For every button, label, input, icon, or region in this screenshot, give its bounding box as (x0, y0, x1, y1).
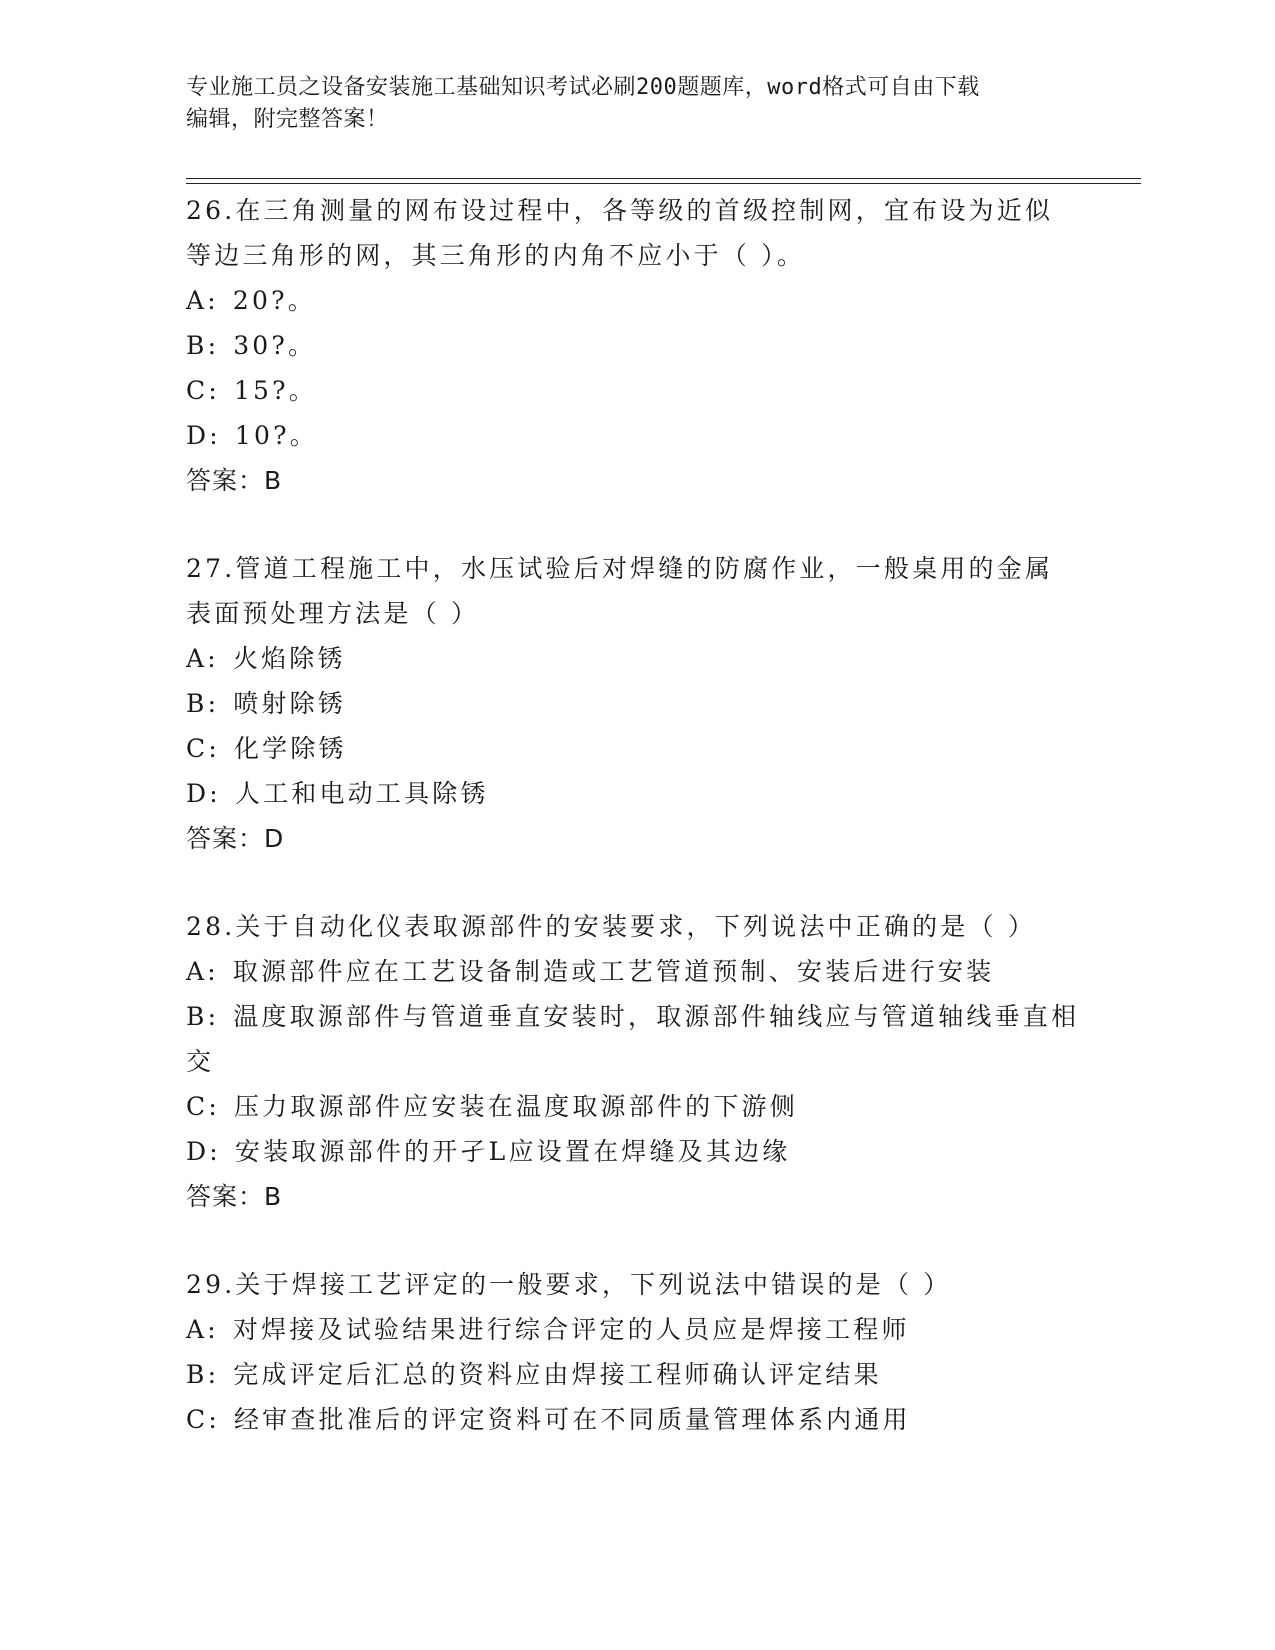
option-key: B: (186, 1002, 220, 1031)
option-b (186, 1352, 1106, 1397)
option-key: B: (186, 1360, 220, 1389)
question-27 (186, 546, 1106, 861)
answer-line: 答案：D (186, 824, 285, 853)
option-value: 30?。 (233, 331, 317, 360)
option-key: C: (186, 376, 220, 405)
option-c (186, 1397, 1106, 1442)
question-text-line-2: 等边三角形的网，其三角形的内角不应小于（ ）。 (186, 241, 806, 270)
option-key: B: (186, 689, 220, 718)
question-26 (186, 188, 1106, 503)
option-c (186, 1084, 1106, 1129)
answer-line: 答案：B (186, 1182, 283, 1211)
option-key: D: (186, 1137, 221, 1166)
option-c (186, 726, 1106, 771)
option-key: B: (186, 331, 220, 360)
option-a (186, 636, 1106, 681)
option-value: 压力取源部件应安装在温度取源部件的下游侧 (233, 1092, 798, 1121)
option-d (186, 1129, 1106, 1174)
document-header (186, 72, 1086, 136)
question-text-line-2: 表面预处理方法是（ ） (186, 599, 480, 628)
option-value: 10?。 (234, 421, 318, 450)
option-b (186, 323, 1106, 368)
option-key: A: (186, 644, 219, 673)
question-text-line-1: 29.关于焊接工艺评定的一般要求，下列说法中错误的是（ ） (186, 1270, 952, 1299)
option-value: 火焰除锈 (232, 644, 346, 673)
option-value: 完成评定后汇总的资料应由焊接工程师确认评定结果 (233, 1360, 882, 1389)
option-b (186, 994, 1106, 1084)
option-key: D: (186, 421, 221, 450)
answer-line: 答案：B (186, 466, 283, 495)
option-value: 15?。 (233, 376, 317, 405)
option-key: A: (186, 957, 219, 986)
option-value: 20?。 (232, 286, 316, 315)
header-divider-top (186, 178, 1141, 179)
option-key: C: (186, 1405, 220, 1434)
question-text-line-1: 28.关于自动化仪表取源部件的安装要求，下列说法中正确的是（ ） (186, 912, 1037, 941)
option-value: 取源部件应在工艺设备制造或工艺管道预制、安装后进行安装 (232, 957, 995, 986)
option-value: 温度取源部件与管道垂直安装时，取源部件轴线应与管道轴线垂直相交 (186, 1002, 1080, 1076)
option-d (186, 771, 1106, 816)
header-divider-bottom (186, 183, 1141, 184)
option-key: C: (186, 734, 220, 763)
option-b (186, 681, 1106, 726)
option-value: 喷射除锈 (233, 689, 347, 718)
option-c (186, 368, 1106, 413)
option-value: 经审查批准后的评定资料可在不同质量管理体系内通用 (233, 1405, 911, 1434)
option-value: 对焊接及试验结果进行综合评定的人员应是焊接工程师 (232, 1315, 910, 1344)
question-text-line-1: 26.在三角测量的网布设过程中，各等级的首级控制网，宜布设为近似 (186, 196, 1054, 225)
question-list (186, 188, 1106, 1485)
option-value: 人工和电动工具除锈 (234, 779, 489, 808)
option-a (186, 949, 1106, 994)
header-line-1: 专业施工员之设备安装施工基础知识考试必刷200题题库，word格式可自由下载 (186, 75, 980, 100)
header-line-2: 编辑，附完整答案！ (186, 107, 389, 132)
option-key: A: (186, 1315, 219, 1344)
question-28 (186, 904, 1106, 1219)
option-a (186, 278, 1106, 323)
option-key: D: (186, 779, 221, 808)
option-a (186, 1307, 1106, 1352)
option-value: 安装取源部件的开孑L应设置在焊缝及其边缘 (234, 1137, 791, 1166)
option-key: A: (186, 286, 219, 315)
option-key: C: (186, 1092, 220, 1121)
option-d (186, 413, 1106, 458)
option-value: 化学除锈 (233, 734, 347, 763)
question-29 (186, 1262, 1106, 1442)
question-text-line-1: 27.管道工程施工中，水压试验后对焊缝的防腐作业，一般桌用的金属 (186, 554, 1054, 583)
